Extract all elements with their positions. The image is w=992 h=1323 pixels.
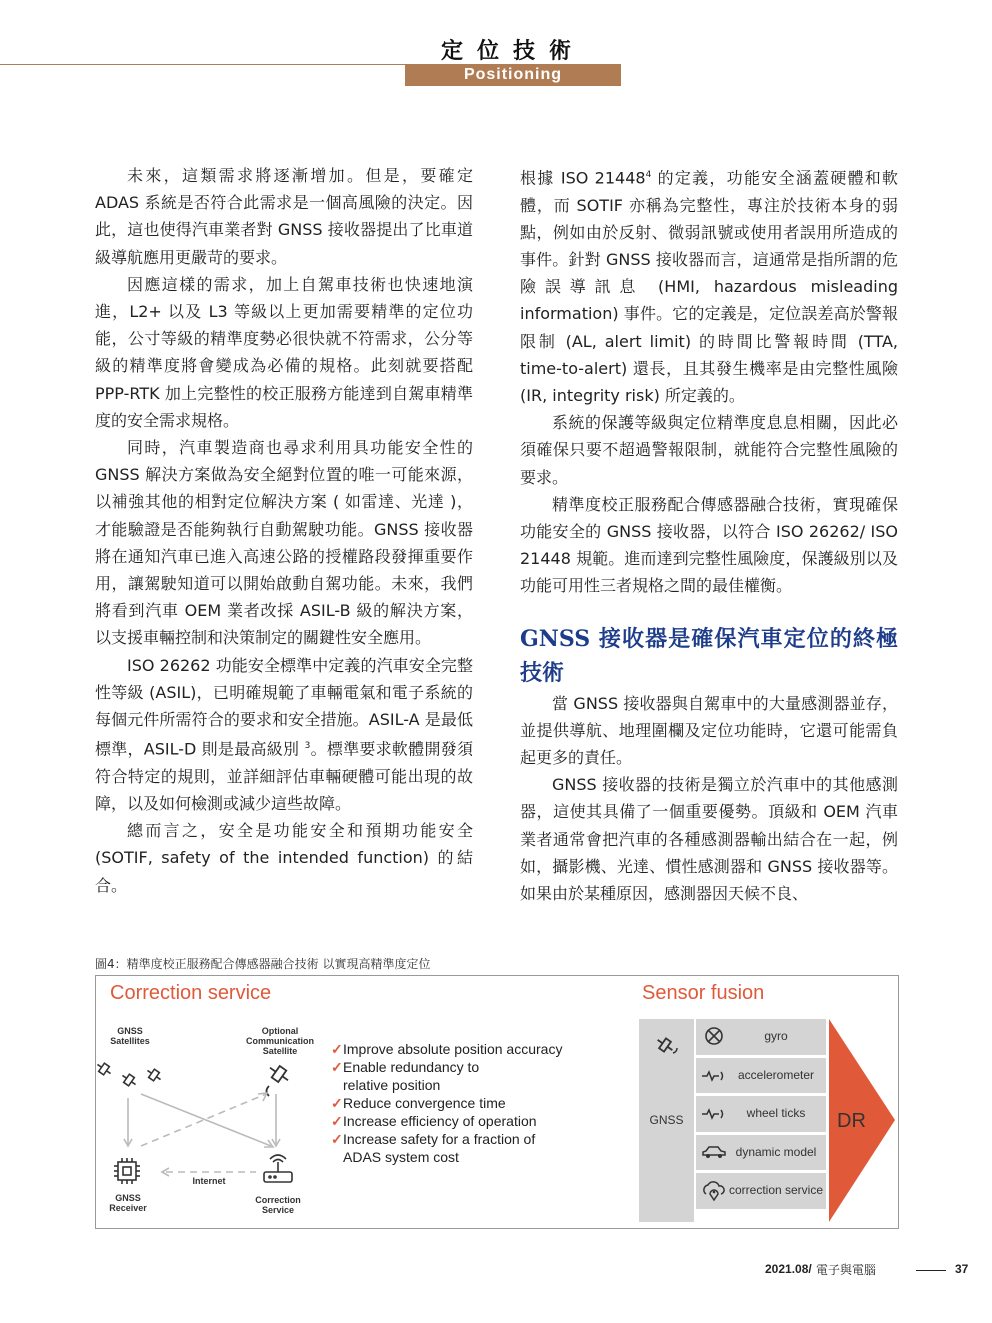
paragraph: 同時，汽車製造商也尋求利用具功能安全性的 GNSS 解決方案做為安全絕對位置的唯一可能來源，以補強其他的相對定位解決方案 ( 如雷達、光達 )，才能驗證是否能夠執行自動駕駛功能。GNSS 接收器將在通知汽車已進入高速公路的授權路段發揮重要作用，讓駕駛知道可以開始啟動自駕功能。未來，我們將看到汽車 OEM 業者改採 ASIL-B 級的解決方案，以支援車輛控制和決策制定的關鍵性安全應用。 [95,438,473,648]
sensor-fusion-title: Sensor fusion [642,982,765,1004]
car-icon [700,1140,728,1165]
sensor-label: gyro [764,1029,788,1044]
satellite-icon [653,1033,681,1061]
benefits-list [331,1040,562,1166]
check-icon: ✓ [331,1095,343,1111]
list-item [331,1040,562,1058]
router-icon [264,1155,292,1182]
left-column [95,162,473,899]
text-run: 的定義，功能安全涵蓋硬體和軟體，而 SOTIF 亦稱為完整性，專注於技術本身的弱點，例如由於反射、微弱訊號或使用者誤用所造成的事件。針對 GNSS 接收器而言，這通常是指所謂的危險誤導訊息 (HMI, hazardous misleading information) 事件。它的定義是，定位誤差高於警報限制 (AL, alert limit) 的時間比警報時間 (TTA, time-to-alert) 還長，且其發生機率是由完整性風險 (IR, integrity risk) 所定義的。 [520,168,898,405]
sensor-label: correction service [728,1183,824,1198]
check-icon: ✓ [331,1059,343,1075]
sensor-row-wheel-ticks [696,1096,826,1132]
gnss-satellites-label: GNSS Satellites [110,1026,150,1046]
benefit-text: Enable redundancy to relative position [343,1059,480,1093]
gnss-panel [639,1019,694,1222]
paragraph: 因應這樣的需求，加上自駕車技術也快速地演進，L2+ 以及 L3 等級以上更加需要精準的定位功能，公寸等級的精準度勢必很快就不符需求，公分等級的精準度將會變成為必備的規格。此刻就要搭配 PPP-RTK 加上完整性的校正服務方能達到自駕車精準度的安全需求規格。 [95,274,473,430]
gnss-label: GNSS [649,1113,684,1127]
footnote-ref: 3 [304,741,311,752]
text-run: 根據 ISO 21448 [520,168,646,188]
correction-service-label: Correction Service [255,1195,301,1215]
benefit-text: Improve absolute position accuracy [343,1041,563,1057]
list-item [331,1130,562,1166]
sensor-stack [696,1019,826,1212]
comm-satellite-icon [266,1062,292,1096]
chip-icon [114,1158,140,1184]
section-heading: GNSS 接收器是確保汽車定位的終極技術 [520,625,898,686]
footer-magazine: 電子與電腦 [816,1263,877,1277]
satellite-icon [96,1060,163,1088]
text-run: 。標準要求軟體開發須符合特定的規則，並詳細評估車輛硬體可能出現的故障，以及如何檢測或減少這些故障。 [95,739,473,813]
paragraph: 總而言之，安全是功能安全和預期功能安全 (SOTIF, safety of the intended function) 的結合。 [95,821,473,895]
benefit-text: Increase efficiency of operation [343,1113,537,1129]
check-icon: ✓ [331,1113,343,1129]
sensor-label: dynamic model [735,1144,817,1159]
list-item [331,1094,562,1112]
paragraph-asil [95,652,473,818]
paragraph: 未來，這類需求將逐漸增加。但是，要確定 ADAS 系統是否符合此需求是一個高風險的決定。因此，這也使得汽車業者對 GNSS 接收器提出了比車道級導航應用更嚴苛的要求。 [95,166,473,267]
figure [95,975,899,1229]
comm-satellite-label: Optional Communication Satellite [245,1026,314,1056]
dr-label: DR [837,1110,866,1132]
header-title: 定位技術 [440,38,585,64]
text-run: ISO 26262 功能安全標準中定義的汽車安全完整性等級 (ASIL)，已明確規範了車輛電氣和電子系統的每個元件所需符合的要求和安全措施。ASIL-A 是最低標準，ASIL-D 則是最高級別 [95,655,473,759]
page-number: 37 [955,1262,969,1276]
flow-arrows [124,1093,280,1176]
list-item [331,1058,562,1094]
figure-caption: 圖4：精準度校正服務配合傳感器融合技術 以實現高精準度定位 [95,957,431,971]
footnote-ref: 4 [645,170,652,180]
list-item [331,1112,562,1130]
check-icon: ✓ [331,1041,343,1057]
paragraph: 精準度校正服務配合傳感器融合技術，實現確保功能安全的 GNSS 接收器，以符合 ISO 26262/ ISO 21448 規範。進而達到完整性風險度，保護級別以及功能可用性三者規格之間的最佳權衡。 [520,494,898,596]
footer-divider [916,1270,946,1271]
header-subtitle: Positioning [405,64,621,86]
internet-label: Internet [192,1176,226,1186]
benefit-text: Reduce convergence time [343,1095,506,1111]
wheel-ticks-icon [700,1101,728,1126]
cloud-location-icon [700,1178,728,1203]
correction-diagram [96,976,331,1228]
benefit-text: Increase safety for a fraction of ADAS system cost [343,1131,536,1165]
paragraph-iso21448 [520,162,898,409]
sensor-label: wheel ticks [746,1106,806,1121]
right-column [520,162,898,907]
header-divider [0,64,405,65]
sensor-label: accelerometer [737,1067,815,1082]
sensor-row-correction-service [696,1173,826,1209]
paragraph: 當 GNSS 接收器與自駕車中的大量感測器並存，並提供導航、地理圍欄及定位功能時，它還可能需負起更多的責任。 [520,693,898,767]
sensor-row-gyro [696,1019,826,1055]
paragraph: 系統的保護等級與定位精準度息息相關，因此必須確保只要不超過警報限制，就能符合完整性風險的要求。 [520,413,898,487]
sensor-row-accelerometer [696,1058,826,1094]
accelerometer-icon [700,1063,728,1088]
gyro-icon [700,1024,728,1049]
footer-date: 2021.08/ [765,1262,812,1276]
check-icon: ✓ [331,1131,343,1147]
correction-service-title: Correction service [110,982,272,1004]
sensor-row-dynamic-model [696,1135,826,1171]
gnss-receiver-label: GNSS Receiver [109,1193,147,1213]
paragraph: GNSS 接收器的技術是獨立於汽車中的其他感測器，這使其具備了一個重要優勢。頂級和 OEM 汽車業者通常會把汽車的各種感測器輸出結合在一起，例如，攝影機、光達、慣性感測器和 GNSS 接收器等。如果由於某種原因，感測器因天候不良、 [520,775,898,903]
